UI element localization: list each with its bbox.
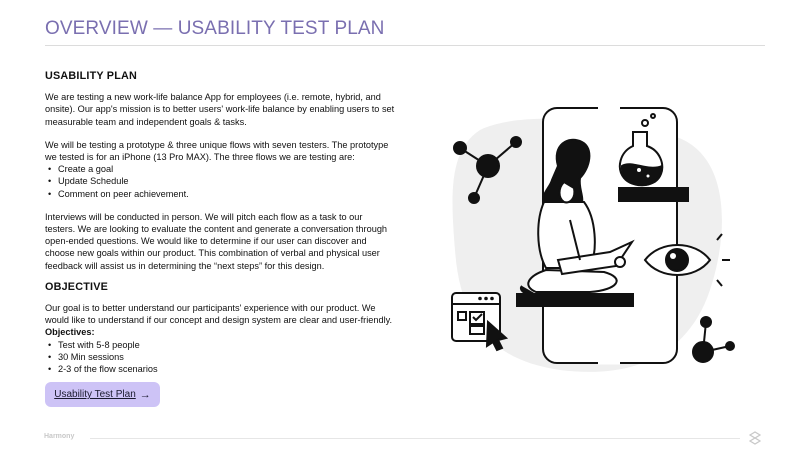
list-item: • 2-3 of the flow scenarios <box>58 363 395 375</box>
page-title: OVERVIEW — USABILITY TEST PLAN <box>45 18 385 39</box>
usability-test-plan-label: Usability Test Plan <box>54 389 136 400</box>
browser-window-icon <box>452 293 506 350</box>
list-item: • Test with 5-8 people <box>58 339 395 351</box>
black-bar-top <box>618 187 689 202</box>
arrow-right-icon: → <box>139 388 151 401</box>
list-item: • Comment on peer achievement. <box>58 188 395 200</box>
list-item: • Update Schedule <box>58 175 395 187</box>
title-divider <box>45 45 765 46</box>
usability-test-plan-button[interactable] <box>45 382 160 407</box>
objectives-label: Objectives: <box>45 327 95 338</box>
woman-with-laptop-phone-illustration <box>440 90 740 390</box>
usability-plan-heading: USABILITY PLAN <box>45 70 137 82</box>
plan-paragraph-2: We will be testing a prototype & three unique flows with seven testers. The prototype we tested is for an iPhone (13 Pro MAX). The three flows we are testing are: <box>45 139 389 163</box>
objective-paragraph: Our goal is to better understand our participants' experience with our product. We would like to understand if our concept and design system are clear and user-friendly. <box>45 303 393 326</box>
main-content <box>45 70 395 375</box>
list-item: • 30 Min sessions <box>58 351 395 363</box>
plan-paragraph-3: Interviews will be conducted in person. We will pitch each flow as a task to our testers. We are looking to evaluate the content and generate a conversation through open-ended questions. We would like to determine if our user can discover and choose new goals within our product. This combination of verbal and physical user feedback will assist us in determining the “next steps” for this design. <box>45 211 388 271</box>
objective-heading: OBJECTIVE <box>45 280 108 293</box>
harmony-logo-icon <box>748 431 762 445</box>
plan-paragraph-1: We are testing a new work-life balance App for employees (i.e. remote, hybrid, and onsite). Our app's mission is to better users' work-life balance by enabling users to set measurable team and independent goals & tasks. <box>45 92 395 127</box>
footer-brand: Harmony <box>44 433 75 440</box>
list-item: • Create a goal <box>58 163 395 175</box>
flows-list <box>45 163 395 200</box>
objectives-list <box>45 339 395 376</box>
black-bar-bottom <box>516 293 634 307</box>
footer-divider <box>90 438 740 439</box>
small-molecule-icon <box>693 317 734 362</box>
